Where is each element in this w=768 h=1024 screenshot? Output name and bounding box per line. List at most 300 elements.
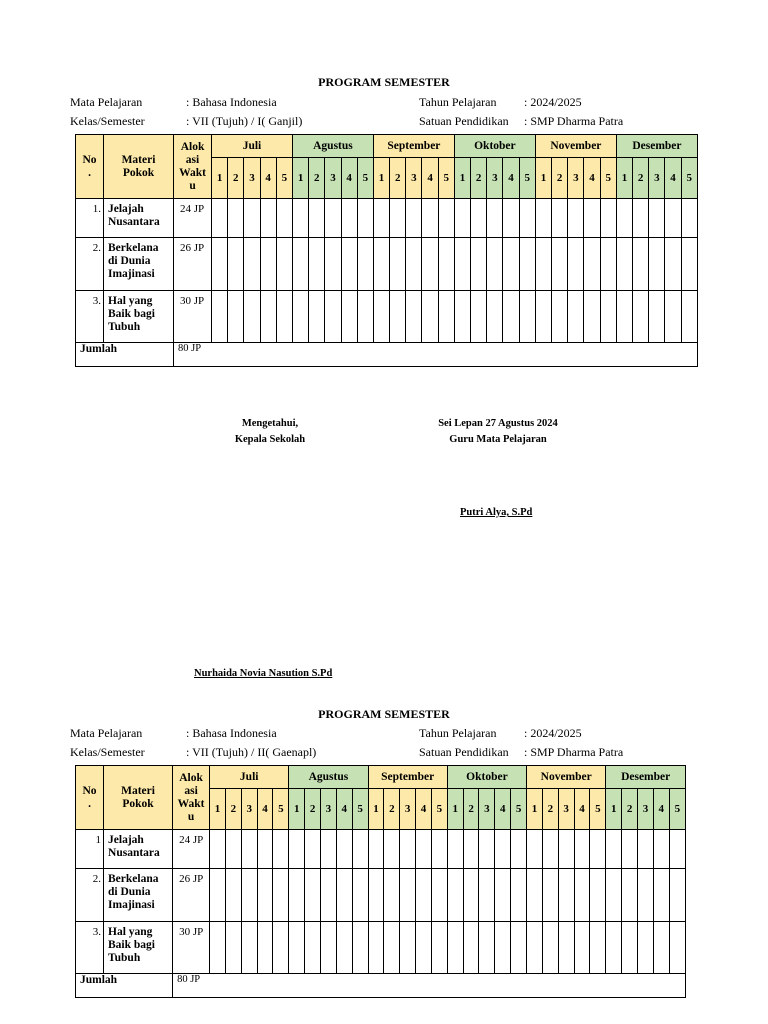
week-cell: [309, 238, 325, 291]
header-week: 5: [431, 789, 447, 830]
satuan-value: : SMP Dharma Patra: [524, 114, 624, 128]
week-cell: [431, 922, 447, 974]
week-cell: [400, 869, 416, 922]
week-cell: [212, 291, 228, 343]
header-month-juli: Juli: [212, 135, 293, 158]
week-cell: [289, 830, 305, 869]
header-week: 5: [357, 158, 373, 199]
week-cell: [447, 922, 463, 974]
header-week: 2: [463, 789, 479, 830]
week-cell: [600, 291, 616, 343]
header-week: 5: [273, 789, 289, 830]
week-cell: [244, 199, 260, 238]
week-cell: [535, 199, 551, 238]
mengetahui-label: Mengetahui,: [241, 418, 299, 429]
materi-pokok-cell: Berkelana di Dunia Imajinasi: [104, 869, 173, 922]
week-cell: [225, 830, 241, 869]
week-cell: [527, 830, 543, 869]
week-cell: [309, 199, 325, 238]
week-cell: [257, 830, 273, 869]
header-week: 5: [590, 789, 606, 830]
header-week: 4: [495, 789, 511, 830]
week-cell: [352, 869, 368, 922]
week-cell: [669, 922, 685, 974]
week-cell: [212, 199, 228, 238]
week-cell: [606, 830, 622, 869]
week-cell: [653, 869, 669, 922]
kelas-value: : VII (Tujuh) / I( Ganjil): [186, 114, 303, 128]
header-week: 5: [600, 158, 616, 199]
week-cell: [568, 291, 584, 343]
week-cell: [438, 199, 454, 238]
header-week: 1: [289, 789, 305, 830]
week-cell: [357, 199, 373, 238]
week-cell: [649, 199, 665, 238]
header-week: 1: [212, 158, 228, 199]
week-cell: [471, 238, 487, 291]
header-materi-pokok: Materi Pokok: [104, 135, 174, 199]
header-month-november: November: [535, 135, 616, 158]
week-cell: [463, 922, 479, 974]
header-week: 4: [257, 789, 273, 830]
week-cell: [210, 830, 226, 869]
kelas-label: Kelas/Semester: [70, 114, 145, 128]
header-week: 1: [616, 158, 632, 199]
week-cell: [542, 922, 558, 974]
header-week: 3: [321, 789, 337, 830]
week-cell: [341, 291, 357, 343]
week-cell: [552, 199, 568, 238]
week-cell: [454, 291, 470, 343]
week-cell: [416, 922, 432, 974]
header-month-oktober: Oktober: [454, 135, 535, 158]
date-place-label: Sei Lepan 27 Agustus 2024: [438, 418, 558, 429]
week-cell: [606, 922, 622, 974]
header-week: 1: [535, 158, 551, 199]
mata-pelajaran-label: Mata Pelajaran: [70, 726, 143, 740]
header-month-desember: Desember: [616, 135, 697, 158]
row-number: 2.: [76, 869, 104, 922]
week-cell: [665, 199, 681, 238]
week-cell: [210, 869, 226, 922]
week-cell: [622, 922, 638, 974]
week-cell: [368, 922, 384, 974]
materi-pokok-cell: Hal yang Baik bagi Tubuh: [104, 291, 174, 343]
week-cell: [431, 869, 447, 922]
mata-pelajaran-value: : Bahasa Indonesia: [186, 726, 277, 740]
header-week: 3: [400, 789, 416, 830]
row-number: 2.: [76, 238, 104, 291]
jumlah-total: 80 JP: [173, 974, 686, 998]
week-cell: [341, 199, 357, 238]
row-number: 1: [76, 830, 104, 869]
week-cell: [633, 291, 649, 343]
kepala-sekolah-label: Kepala Sekolah: [234, 434, 306, 445]
week-cell: [471, 199, 487, 238]
week-cell: [454, 238, 470, 291]
row-number: 1.: [76, 199, 104, 238]
week-cell: [228, 199, 244, 238]
week-cell: [273, 869, 289, 922]
week-cell: [495, 830, 511, 869]
week-cell: [384, 869, 400, 922]
week-cell: [665, 238, 681, 291]
jumlah-total: 80 JP: [174, 343, 698, 367]
header-week: 2: [305, 789, 321, 830]
week-cell: [542, 869, 558, 922]
week-cell: [406, 199, 422, 238]
header-week: 3: [241, 789, 257, 830]
header-week: 4: [422, 158, 438, 199]
week-cell: [422, 291, 438, 343]
week-cell: [568, 238, 584, 291]
week-cell: [519, 291, 535, 343]
jumlah-label: Jumlah: [76, 974, 173, 998]
header-week: 4: [503, 158, 519, 199]
week-cell: [649, 238, 665, 291]
header-week: 3: [638, 789, 654, 830]
header-week: 4: [653, 789, 669, 830]
header-month-agustus: Agustus: [289, 766, 368, 789]
week-cell: [681, 291, 697, 343]
week-cell: [649, 291, 665, 343]
jumlah-label: Jumlah: [76, 343, 174, 367]
week-cell: [260, 238, 276, 291]
week-cell: [257, 869, 273, 922]
week-cell: [665, 291, 681, 343]
header-week: 3: [244, 158, 260, 199]
header-alokasi-waktu: Alok asi Wakt u: [173, 766, 210, 830]
week-cell: [241, 922, 257, 974]
satuan-label: Satuan Pendidikan: [419, 114, 509, 128]
week-cell: [574, 869, 590, 922]
header-materi-pokok: Materi Pokok: [104, 766, 173, 830]
week-cell: [600, 199, 616, 238]
week-cell: [584, 238, 600, 291]
week-cell: [574, 922, 590, 974]
header-week: 4: [336, 789, 352, 830]
week-cell: [487, 291, 503, 343]
week-cell: [390, 238, 406, 291]
header-week: 2: [633, 158, 649, 199]
week-cell: [244, 291, 260, 343]
table-row: [76, 199, 698, 238]
header-week: 2: [225, 789, 241, 830]
satuan-value: : SMP Dharma Patra: [524, 745, 624, 759]
week-cell: [669, 830, 685, 869]
header-week: 5: [511, 789, 527, 830]
header-month-oktober: Oktober: [447, 766, 526, 789]
week-cell: [273, 922, 289, 974]
week-cell: [558, 830, 574, 869]
header-week: 3: [568, 158, 584, 199]
week-cell: [325, 199, 341, 238]
week-cell: [519, 238, 535, 291]
week-cell: [503, 199, 519, 238]
week-cell: [400, 922, 416, 974]
week-cell: [653, 922, 669, 974]
week-cell: [638, 830, 654, 869]
week-cell: [373, 291, 389, 343]
week-cell: [368, 830, 384, 869]
week-cell: [276, 199, 292, 238]
week-cell: [309, 291, 325, 343]
header-week: 5: [681, 158, 697, 199]
week-cell: [292, 238, 308, 291]
header-week: 2: [390, 158, 406, 199]
week-cell: [584, 291, 600, 343]
mata-pelajaran-label: Mata Pelajaran: [70, 95, 143, 109]
header-week: 1: [368, 789, 384, 830]
header-week: 3: [479, 789, 495, 830]
week-cell: [669, 869, 685, 922]
table-row: [76, 291, 698, 343]
week-cell: [321, 922, 337, 974]
week-cell: [519, 199, 535, 238]
week-cell: [336, 830, 352, 869]
week-cell: [638, 869, 654, 922]
week-cell: [357, 291, 373, 343]
header-week: 1: [454, 158, 470, 199]
week-cell: [438, 238, 454, 291]
header-week: 1: [292, 158, 308, 199]
week-cell: [273, 830, 289, 869]
alokasi-waktu-cell: 30 JP: [174, 291, 212, 343]
alokasi-waktu-cell: 24 JP: [174, 199, 212, 238]
week-cell: [511, 869, 527, 922]
week-cell: [228, 291, 244, 343]
teacher-name: Putri Alya, S.Pd: [460, 507, 533, 518]
header-month-juli: Juli: [210, 766, 289, 789]
week-cell: [260, 291, 276, 343]
header-week: 1: [210, 789, 226, 830]
header-week: 2: [542, 789, 558, 830]
week-cell: [495, 922, 511, 974]
week-cell: [606, 869, 622, 922]
week-cell: [590, 830, 606, 869]
header-month-september: September: [368, 766, 447, 789]
week-cell: [352, 830, 368, 869]
table-row: [76, 922, 686, 974]
week-cell: [305, 869, 321, 922]
week-cell: [633, 199, 649, 238]
week-cell: [422, 199, 438, 238]
tahun-label: Tahun Pelajaran: [419, 95, 497, 109]
week-cell: [479, 922, 495, 974]
jumlah-row: [76, 974, 686, 998]
week-cell: [276, 291, 292, 343]
week-cell: [463, 869, 479, 922]
week-cell: [292, 199, 308, 238]
week-cell: [479, 869, 495, 922]
week-cell: [357, 238, 373, 291]
section-1-title: PROGRAM SEMESTER: [318, 75, 450, 89]
week-cell: [289, 922, 305, 974]
alokasi-waktu-cell: 30 JP: [173, 922, 210, 974]
week-cell: [373, 238, 389, 291]
week-cell: [400, 830, 416, 869]
week-cell: [447, 869, 463, 922]
week-cell: [305, 830, 321, 869]
week-cell: [390, 291, 406, 343]
week-cell: [228, 238, 244, 291]
header-no: No .: [76, 135, 104, 199]
table-row: [76, 238, 698, 291]
week-cell: [622, 869, 638, 922]
week-cell: [681, 199, 697, 238]
week-cell: [352, 922, 368, 974]
week-cell: [527, 869, 543, 922]
header-week: 4: [260, 158, 276, 199]
satuan-label: Satuan Pendidikan: [419, 745, 509, 759]
week-cell: [406, 291, 422, 343]
week-cell: [384, 922, 400, 974]
program-table-2: [75, 765, 686, 998]
tahun-value: : 2024/2025: [524, 95, 582, 109]
week-cell: [495, 869, 511, 922]
week-cell: [590, 869, 606, 922]
week-cell: [210, 922, 226, 974]
header-week: 5: [276, 158, 292, 199]
principal-name: Nurhaida Novia Nasution S.Pd: [194, 668, 333, 679]
header-week: 5: [669, 789, 685, 830]
week-cell: [558, 869, 574, 922]
header-week: 3: [325, 158, 341, 199]
week-cell: [276, 238, 292, 291]
week-cell: [622, 830, 638, 869]
week-cell: [471, 291, 487, 343]
week-cell: [487, 199, 503, 238]
week-cell: [681, 238, 697, 291]
week-cell: [292, 291, 308, 343]
alokasi-waktu-cell: 24 JP: [173, 830, 210, 869]
table-row: [76, 830, 686, 869]
week-cell: [616, 199, 632, 238]
header-week: 2: [622, 789, 638, 830]
week-cell: [527, 922, 543, 974]
guru-label: Guru Mata Pelajaran: [449, 434, 547, 445]
header-week: 4: [584, 158, 600, 199]
week-cell: [305, 922, 321, 974]
week-cell: [225, 922, 241, 974]
week-cell: [511, 922, 527, 974]
header-week: 2: [228, 158, 244, 199]
mata-pelajaran-value: : Bahasa Indonesia: [186, 95, 277, 109]
header-week: 1: [606, 789, 622, 830]
header-month-desember: Desember: [606, 766, 686, 789]
tahun-value: : 2024/2025: [524, 726, 582, 740]
alokasi-waktu-cell: 26 JP: [174, 238, 212, 291]
week-cell: [574, 830, 590, 869]
table-row: [76, 869, 686, 922]
tahun-label: Tahun Pelajaran: [419, 726, 497, 740]
week-cell: [368, 869, 384, 922]
header-week: 3: [487, 158, 503, 199]
header-month-september: September: [373, 135, 454, 158]
week-cell: [584, 199, 600, 238]
week-cell: [638, 922, 654, 974]
week-cell: [241, 869, 257, 922]
row-number: 3.: [76, 922, 104, 974]
week-cell: [341, 238, 357, 291]
header-week: 4: [416, 789, 432, 830]
week-cell: [373, 199, 389, 238]
week-cell: [336, 922, 352, 974]
week-cell: [568, 199, 584, 238]
header-month-agustus: Agustus: [292, 135, 373, 158]
header-week: 1: [527, 789, 543, 830]
header-week: 1: [373, 158, 389, 199]
week-cell: [260, 199, 276, 238]
week-cell: [542, 830, 558, 869]
week-cell: [616, 238, 632, 291]
header-week: 3: [649, 158, 665, 199]
week-cell: [336, 869, 352, 922]
header-month-november: November: [527, 766, 606, 789]
header-week: 5: [519, 158, 535, 199]
week-cell: [325, 291, 341, 343]
week-cell: [653, 830, 669, 869]
week-cell: [438, 291, 454, 343]
week-cell: [447, 830, 463, 869]
header-week: 3: [406, 158, 422, 199]
week-cell: [321, 869, 337, 922]
week-cell: [558, 922, 574, 974]
week-cell: [503, 291, 519, 343]
header-week: 2: [471, 158, 487, 199]
header-week: 2: [309, 158, 325, 199]
program-table-1: [75, 134, 698, 367]
week-cell: [244, 238, 260, 291]
week-cell: [384, 830, 400, 869]
week-cell: [406, 238, 422, 291]
week-cell: [225, 869, 241, 922]
week-cell: [590, 922, 606, 974]
week-cell: [503, 238, 519, 291]
header-week: 4: [341, 158, 357, 199]
header-week: 3: [558, 789, 574, 830]
header-week: 2: [552, 158, 568, 199]
week-cell: [633, 238, 649, 291]
header-week: 1: [447, 789, 463, 830]
week-cell: [390, 199, 406, 238]
header-week: 4: [665, 158, 681, 199]
header-week: 2: [384, 789, 400, 830]
week-cell: [212, 238, 228, 291]
week-cell: [416, 869, 432, 922]
week-cell: [325, 238, 341, 291]
week-cell: [321, 830, 337, 869]
materi-pokok-cell: Hal yang Baik bagi Tubuh: [104, 922, 173, 974]
header-week: 4: [574, 789, 590, 830]
week-cell: [511, 830, 527, 869]
materi-pokok-cell: Jelajah Nusantara: [104, 199, 174, 238]
week-cell: [535, 291, 551, 343]
week-cell: [463, 830, 479, 869]
week-cell: [535, 238, 551, 291]
week-cell: [600, 238, 616, 291]
week-cell: [241, 830, 257, 869]
header-week: 5: [352, 789, 368, 830]
kelas-label: Kelas/Semester: [70, 745, 145, 759]
jumlah-row: [76, 343, 698, 367]
row-number: 3.: [76, 291, 104, 343]
week-cell: [552, 238, 568, 291]
week-cell: [487, 238, 503, 291]
week-cell: [422, 238, 438, 291]
week-cell: [616, 291, 632, 343]
week-cell: [431, 830, 447, 869]
